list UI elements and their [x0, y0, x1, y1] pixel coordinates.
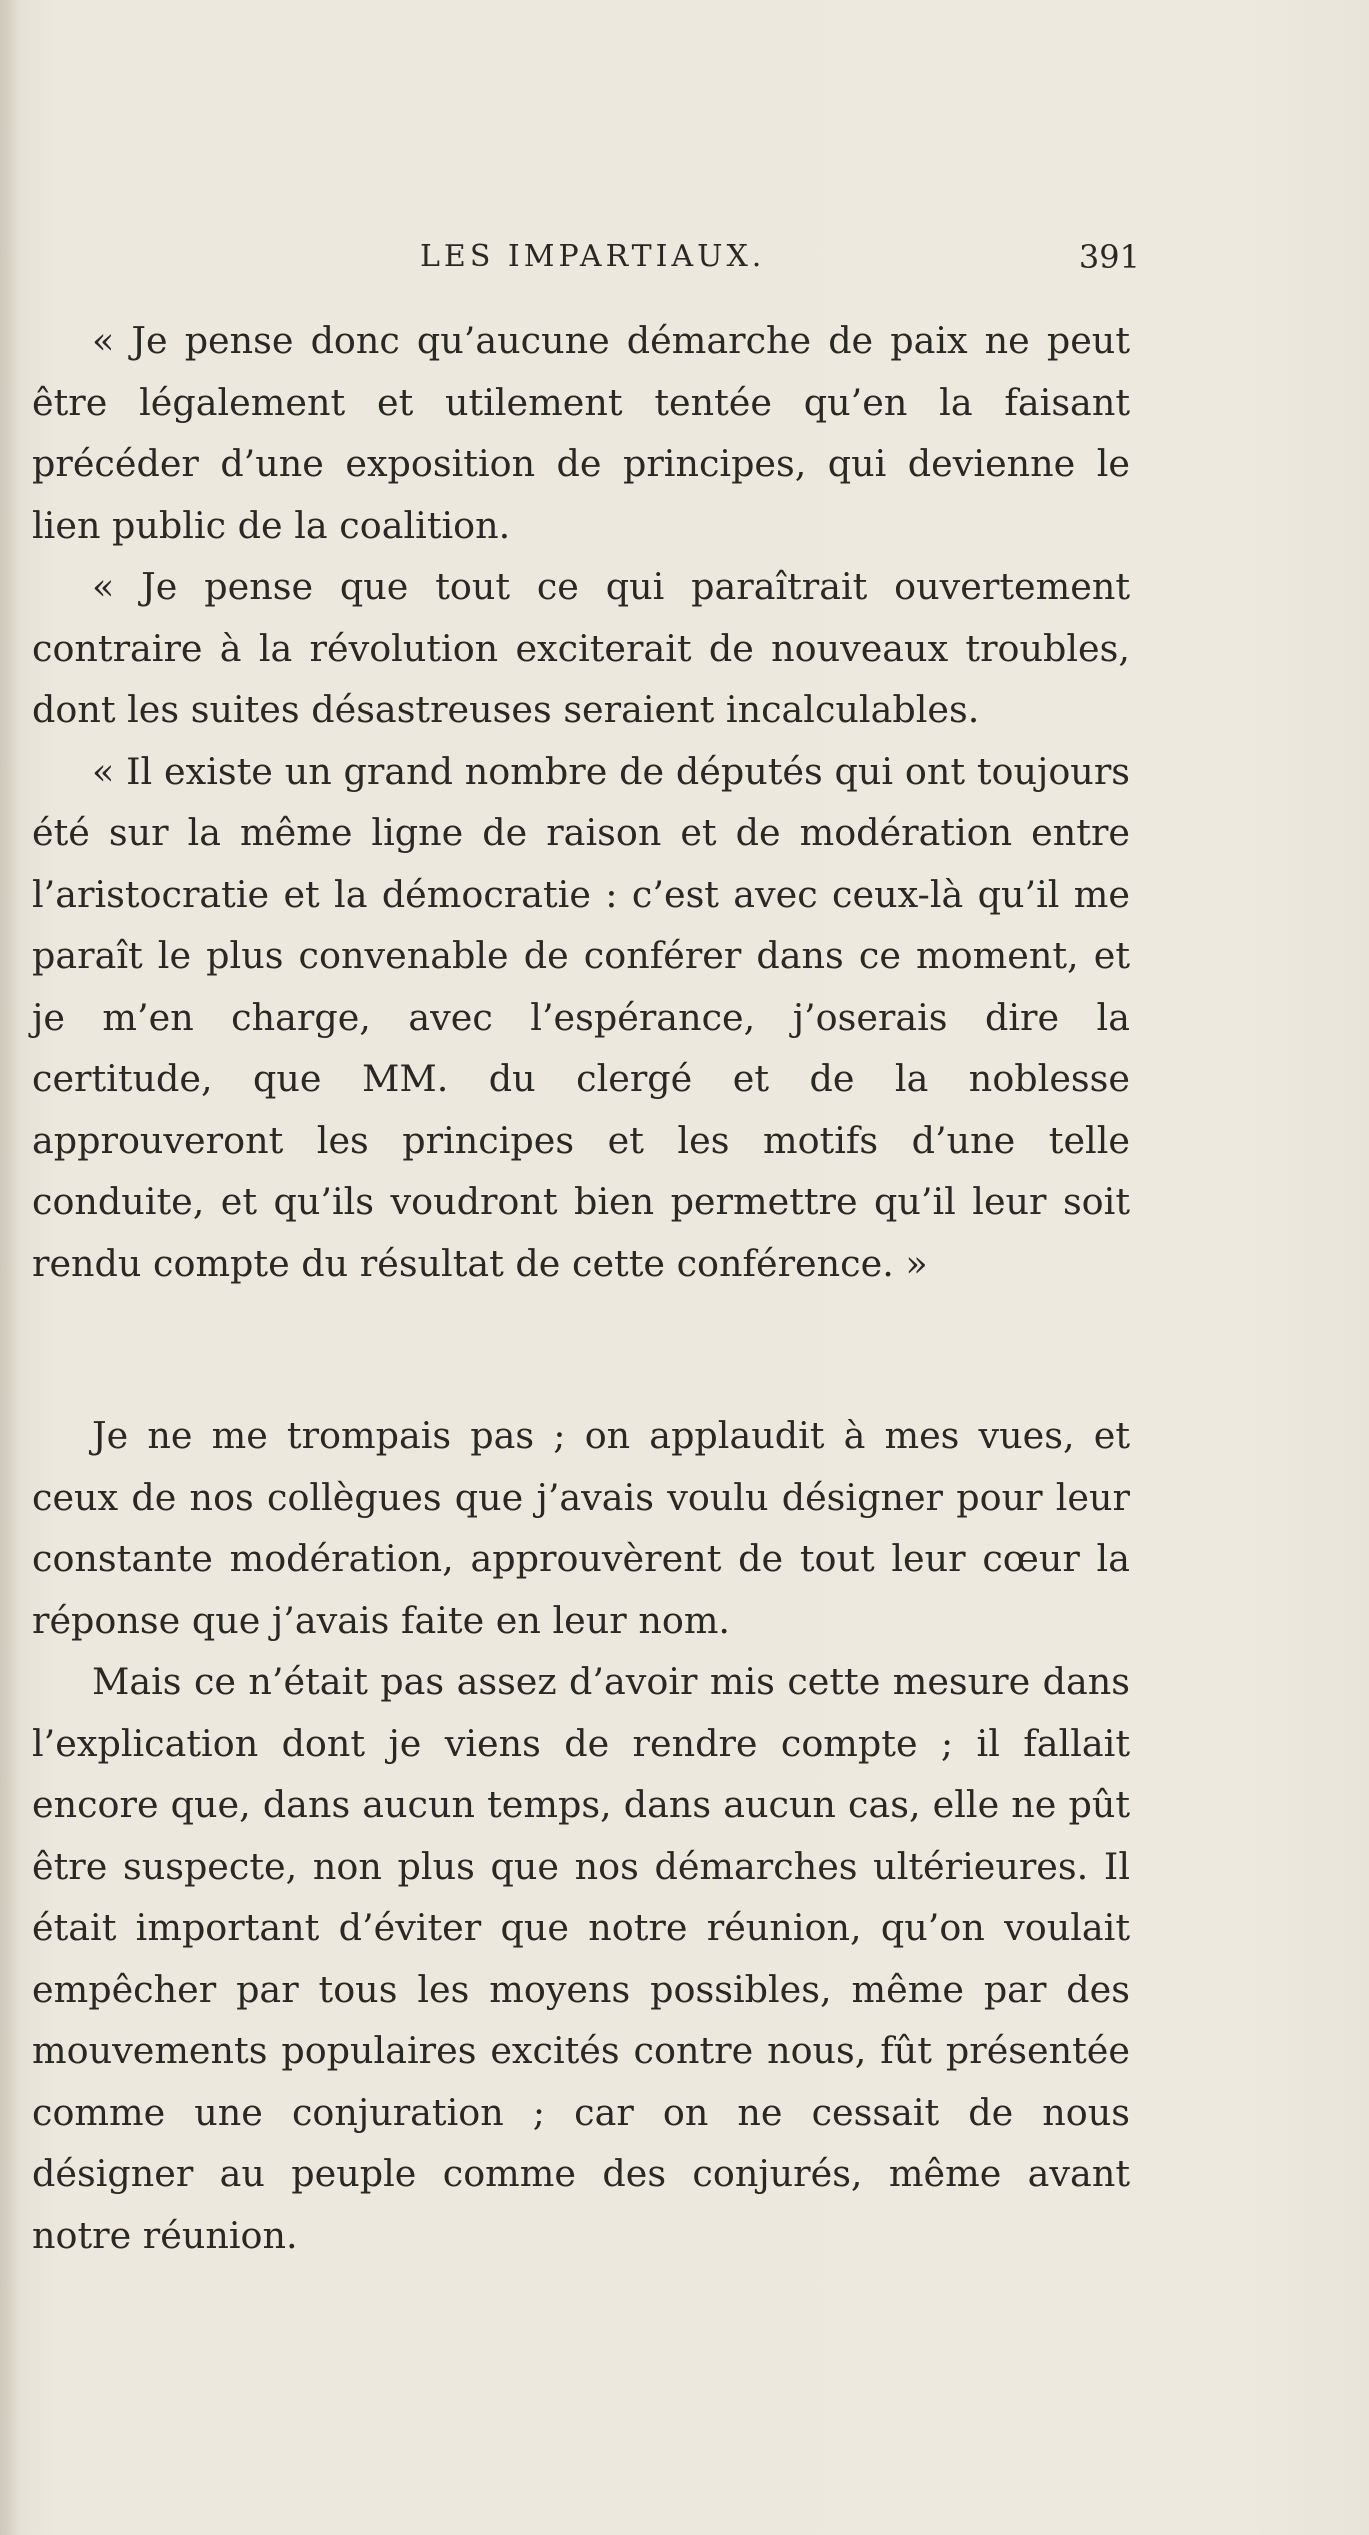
- paragraph: « Je pense que tout ce qui paraîtrait ouvertement contraire à la révolution exciterait de nouveaux troubles, dont les suites désastreuses seraient incalculables.: [32, 565, 1130, 731]
- paragraph: « Je pense donc qu’aucune démarche de paix ne peut être légalement et utilement tentée qu’en la faisant précéder d’une exposition de principes, qui devienne le lien public de la coalition.: [32, 319, 1130, 547]
- binding-shadow: [0, 0, 18, 2535]
- quoted-text-block: [32, 310, 1130, 1294]
- page-header: [420, 232, 1140, 282]
- narrative-text-block: [32, 1405, 1130, 2266]
- paragraph: Je ne me trompais pas ; on applaudit à mes vues, et ceux de nos collègues que j’avais voulu désigner pour leur constante modération, approuvèrent de tout leur cœur la réponse que j’avais faite en leur nom.: [32, 1414, 1130, 1642]
- paragraph: Mais ce n’était pas assez d’avoir mis cette mesure dans l’explication dont je viens de rendre compte ; il fallait encore que, dans aucun temps, dans aucun cas, elle ne pût être suspecte, non plus que nos démarches ultérieures. Il était important d’éviter que notre réunion, qu’on voulait empêcher par tous les moyens possibles, même par des mouvements populaires excités contre nous, fût présentée comme une conjuration ; car on ne cessait de nous désigner au peuple comme des conjurés, même avant notre réunion.: [32, 1660, 1130, 2257]
- page-number: 391: [1078, 238, 1140, 276]
- paragraph: « Il existe un grand nombre de députés qui ont toujours été sur la même ligne de raison et de modération entre l’aristocratie et la démocratie : c’est avec ceux-là qu’il me paraît le plus convenable de conférer dans ce moment, et je m’en charge, avec l’espérance, j’oserais dire la certitude, que MM. du clergé et de la noblesse approuveront les principes et les motifs d’une telle conduite, et qu’ils voudront bien permettre qu’il leur soit rendu compte du résultat de cette conférence. »: [32, 749, 1130, 1285]
- running-head: LES IMPARTIAUX.: [420, 239, 766, 274]
